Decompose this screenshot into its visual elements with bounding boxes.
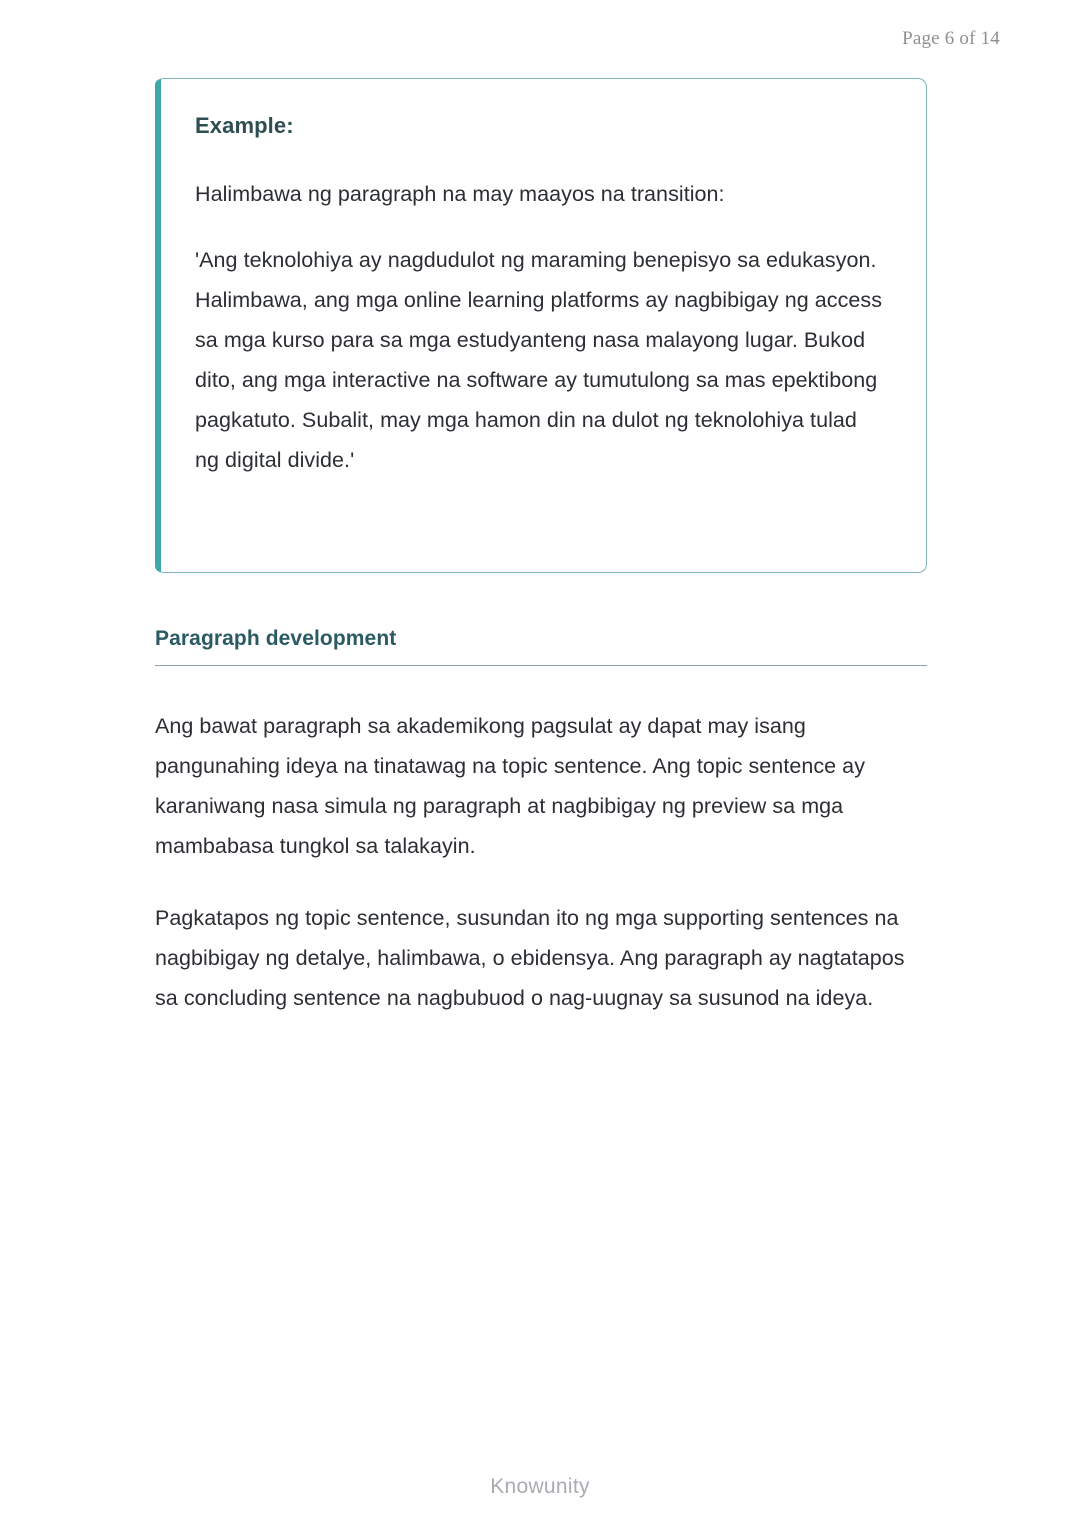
section-heading: Paragraph development: [155, 627, 397, 650]
callout-quote-text: 'Ang teknolohiya ay nagdudulot ng maraming benepisyo sa edukasyon. Halimbawa, ang mga online learning platforms ay nagbibigay ng access sa mga kurso para sa mga estudyanteng nasa malayong lugar. Bukod dito, ang mga interactive na software ay tumutulong sa mas epektibong pagkatuto. Subalit, may mga hamon din na dulot ng teknolohiya tulad ng digital divide.': [195, 248, 883, 472]
paragraph-development-section: [155, 627, 927, 1018]
section-body: [155, 706, 927, 1018]
callout-accent-bar: [155, 79, 161, 572]
page-indicator: Page 6 of 14: [902, 28, 1000, 49]
section-divider: [155, 665, 927, 666]
body-paragraph-2: Pagkatapos ng topic sentence, susundan ito ng mga supporting sentences na nagbibigay ng detalye, halimbawa, o ebidensya. Ang paragraph ay nagtatapos sa concluding sentence na nagbubuod o nag-uugnay sa susunod na ideya.: [155, 906, 905, 1010]
callout-title: Example:: [195, 113, 294, 138]
page-content: [155, 78, 927, 1018]
example-callout-box: [155, 78, 927, 573]
footer-brand: Knowunity: [490, 1475, 590, 1498]
body-paragraph-1: Ang bawat paragraph sa akademikong pagsulat ay dapat may isang pangunahing ideya na tinatawag na topic sentence. Ang topic sentence ay karaniwang nasa simula ng paragraph at nagbibigay ng preview sa mga mambabasa tungkol sa talakayin.: [155, 714, 865, 858]
callout-intro-text: Halimbawa ng paragraph na may maayos na transition:: [195, 182, 725, 206]
